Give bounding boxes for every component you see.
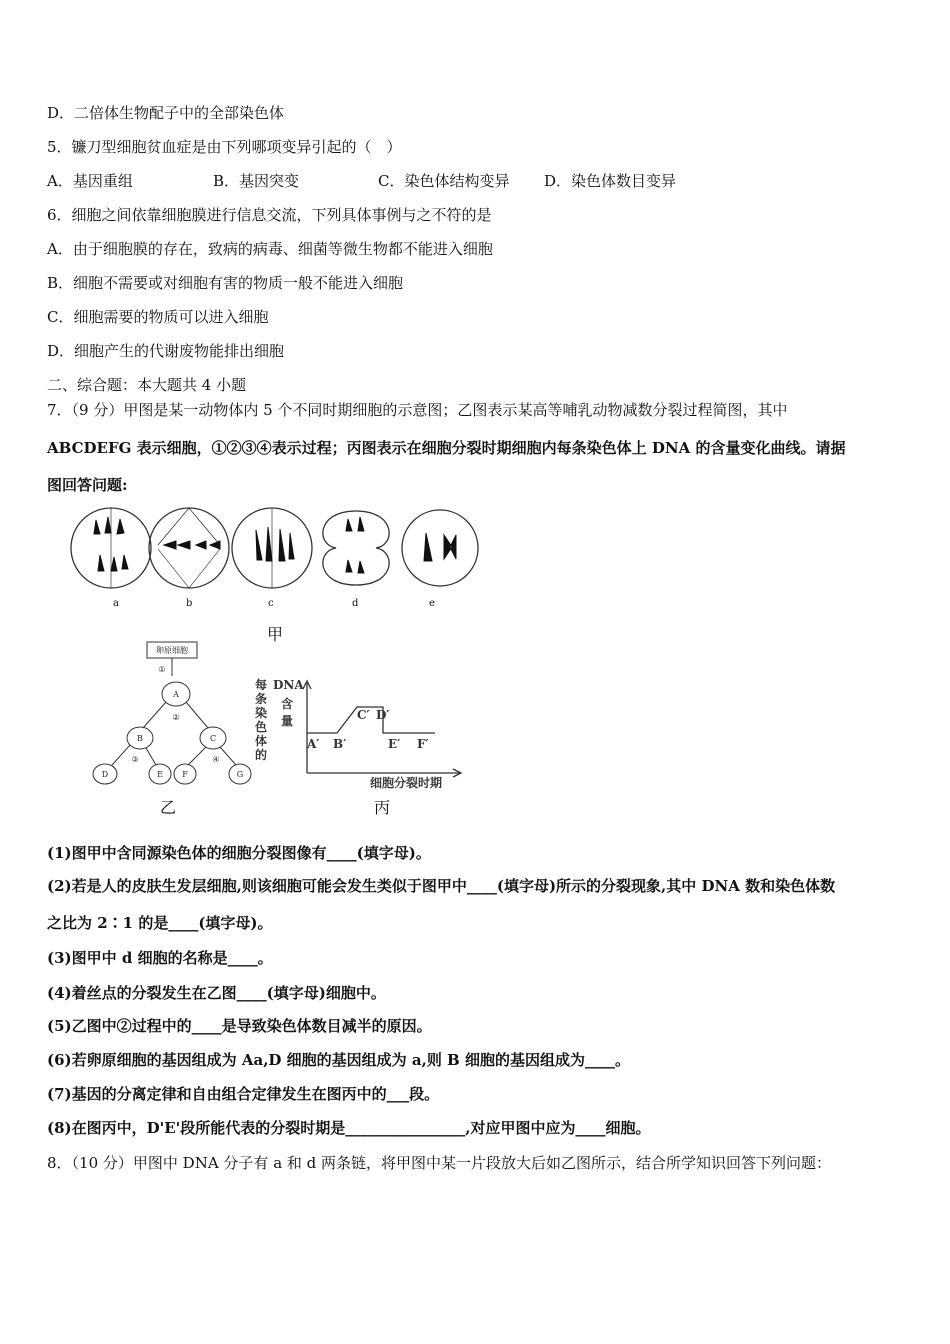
caption-bing: 丙 [374, 798, 391, 817]
q7-line-3: 图回答问题: [47, 476, 128, 494]
svg-text:量: 量 [281, 714, 294, 728]
q5-option-a[interactable]: A．基因重组 [47, 172, 133, 190]
svg-text:F: F [182, 770, 188, 779]
svg-text:A′: A′ [307, 737, 320, 751]
svg-text:每: 每 [255, 678, 268, 692]
svg-text:含: 含 [281, 697, 294, 711]
svg-text:E: E [157, 770, 163, 779]
figure-bing-graph [245, 675, 475, 800]
q5-option-d[interactable]: D．染色体数目变异 [544, 172, 677, 190]
svg-text:B′: B′ [333, 737, 347, 751]
cell-e [402, 510, 478, 586]
svg-text:体: 体 [255, 734, 268, 748]
label-e: e [429, 598, 435, 609]
svg-text:②: ② [172, 713, 180, 722]
svg-text:④: ④ [212, 755, 220, 764]
svg-text:卵原细胞: 卵原细胞 [156, 646, 188, 655]
sub-question-7: (7)基因的分离定律和自由组合定律发生在图丙中的___段。 [47, 1085, 440, 1103]
sub-question-4: (4)着丝点的分裂发生在乙图____(填字母)细胞中。 [47, 984, 386, 1002]
figure-yi-tree [90, 640, 260, 790]
sub-question-5: (5)乙图中②过程中的____是导致染色体数目减半的原因。 [47, 1017, 432, 1035]
svg-text:DNA: DNA [273, 678, 304, 692]
svg-text:条: 条 [255, 692, 268, 706]
q5-option-c[interactable]: C．染色体结构变异 [378, 172, 510, 190]
question-6: 6．细胞之间依靠细胞膜进行信息交流，下列具体事例与之不符的是 [47, 206, 492, 224]
svg-text:F′: F′ [417, 737, 429, 751]
svg-text:A: A [173, 690, 179, 699]
svg-text:E′: E′ [388, 737, 401, 751]
svg-text:①: ① [158, 665, 166, 674]
svg-text:C′: C′ [357, 708, 370, 722]
q4-option-d: D．二倍体生物配子中的全部染色体 [47, 104, 285, 122]
svg-text:染: 染 [255, 706, 268, 720]
sub-question-8: (8)在图丙中，D'E'段所能代表的分裂时期是________________,对应甲图中应为____细胞。 [47, 1119, 651, 1137]
svg-text:的: 的 [255, 748, 268, 762]
caption-yi: 乙 [160, 798, 177, 817]
svg-text:③: ③ [131, 755, 139, 764]
section-heading: 二、综合题：本大题共 4 小题 [47, 376, 247, 394]
dna-curve [307, 707, 435, 733]
q6-option-b[interactable]: B．细胞不需要或对细胞有害的物质一般不能进入细胞 [47, 274, 404, 292]
sub-question-2a: (2)若是人的皮肤生发层细胞,则该细胞可能会发生类似于图甲中____(填字母)所示的分裂现象,其中 DNA 数和染色体数 [47, 877, 836, 895]
svg-text:色: 色 [255, 720, 268, 734]
question-5: 5．镰刀型细胞贫血症是由下列哪项变异引起的（ ） [47, 138, 402, 156]
q6-option-c[interactable]: C．细胞需要的物质可以进入细胞 [47, 308, 269, 326]
cell-d [323, 511, 389, 585]
q5-options [47, 171, 676, 191]
q7-line-1: 7．（9 分）甲图是某一动物体内 5 个不同时期细胞的示意图；乙图表示某高等哺乳动物减数分裂过程简图，其中 [47, 401, 788, 419]
label-a: a [113, 598, 119, 609]
q6-option-d[interactable]: D．细胞产生的代谢废物能排出细胞 [47, 342, 285, 360]
svg-text:C: C [209, 734, 217, 743]
figure-jia-cells [66, 505, 486, 615]
sub-question-2b: 之比为 2∶1 的是____(填字母)。 [47, 914, 273, 932]
caption-jia: 甲 [267, 625, 284, 644]
label-c: c [268, 598, 274, 609]
sub-question-6: (6)若卵原细胞的基因组成为 Aa,D 细胞的基因组成为 a,则 B 细胞的基因组成为____。 [47, 1051, 630, 1069]
question-8: 8．（10 分）甲图中 DNA 分子有 a 和 d 两条链，将甲图中某一片段放大后如乙图所示，结合所学知识回答下列问题： [47, 1154, 832, 1172]
sub-question-1: (1)图甲中含同源染色体的细胞分裂图像有____(填字母)。 [47, 844, 431, 862]
svg-text:D′: D′ [376, 708, 390, 722]
label-d: d [352, 598, 359, 609]
svg-text:D: D [101, 770, 109, 779]
svg-text:细胞分裂时期: 细胞分裂时期 [370, 776, 443, 790]
q7-line-2: ABCDEFG 表示细胞，①②③④表示过程；丙图表示在细胞分裂时期细胞内每条染色体上 DNA 的含量变化曲线。请据 [47, 439, 846, 457]
svg-text:B: B [137, 734, 143, 743]
q5-option-b[interactable]: B．基因突变 [213, 172, 300, 190]
label-b: b [186, 598, 193, 609]
svg-text:G: G [236, 770, 244, 779]
q6-option-a[interactable]: A．由于细胞膜的存在，致病的病毒、细菌等微生物都不能进入细胞 [47, 240, 493, 258]
sub-question-3: (3)图甲中 d 细胞的名称是____。 [47, 949, 273, 967]
